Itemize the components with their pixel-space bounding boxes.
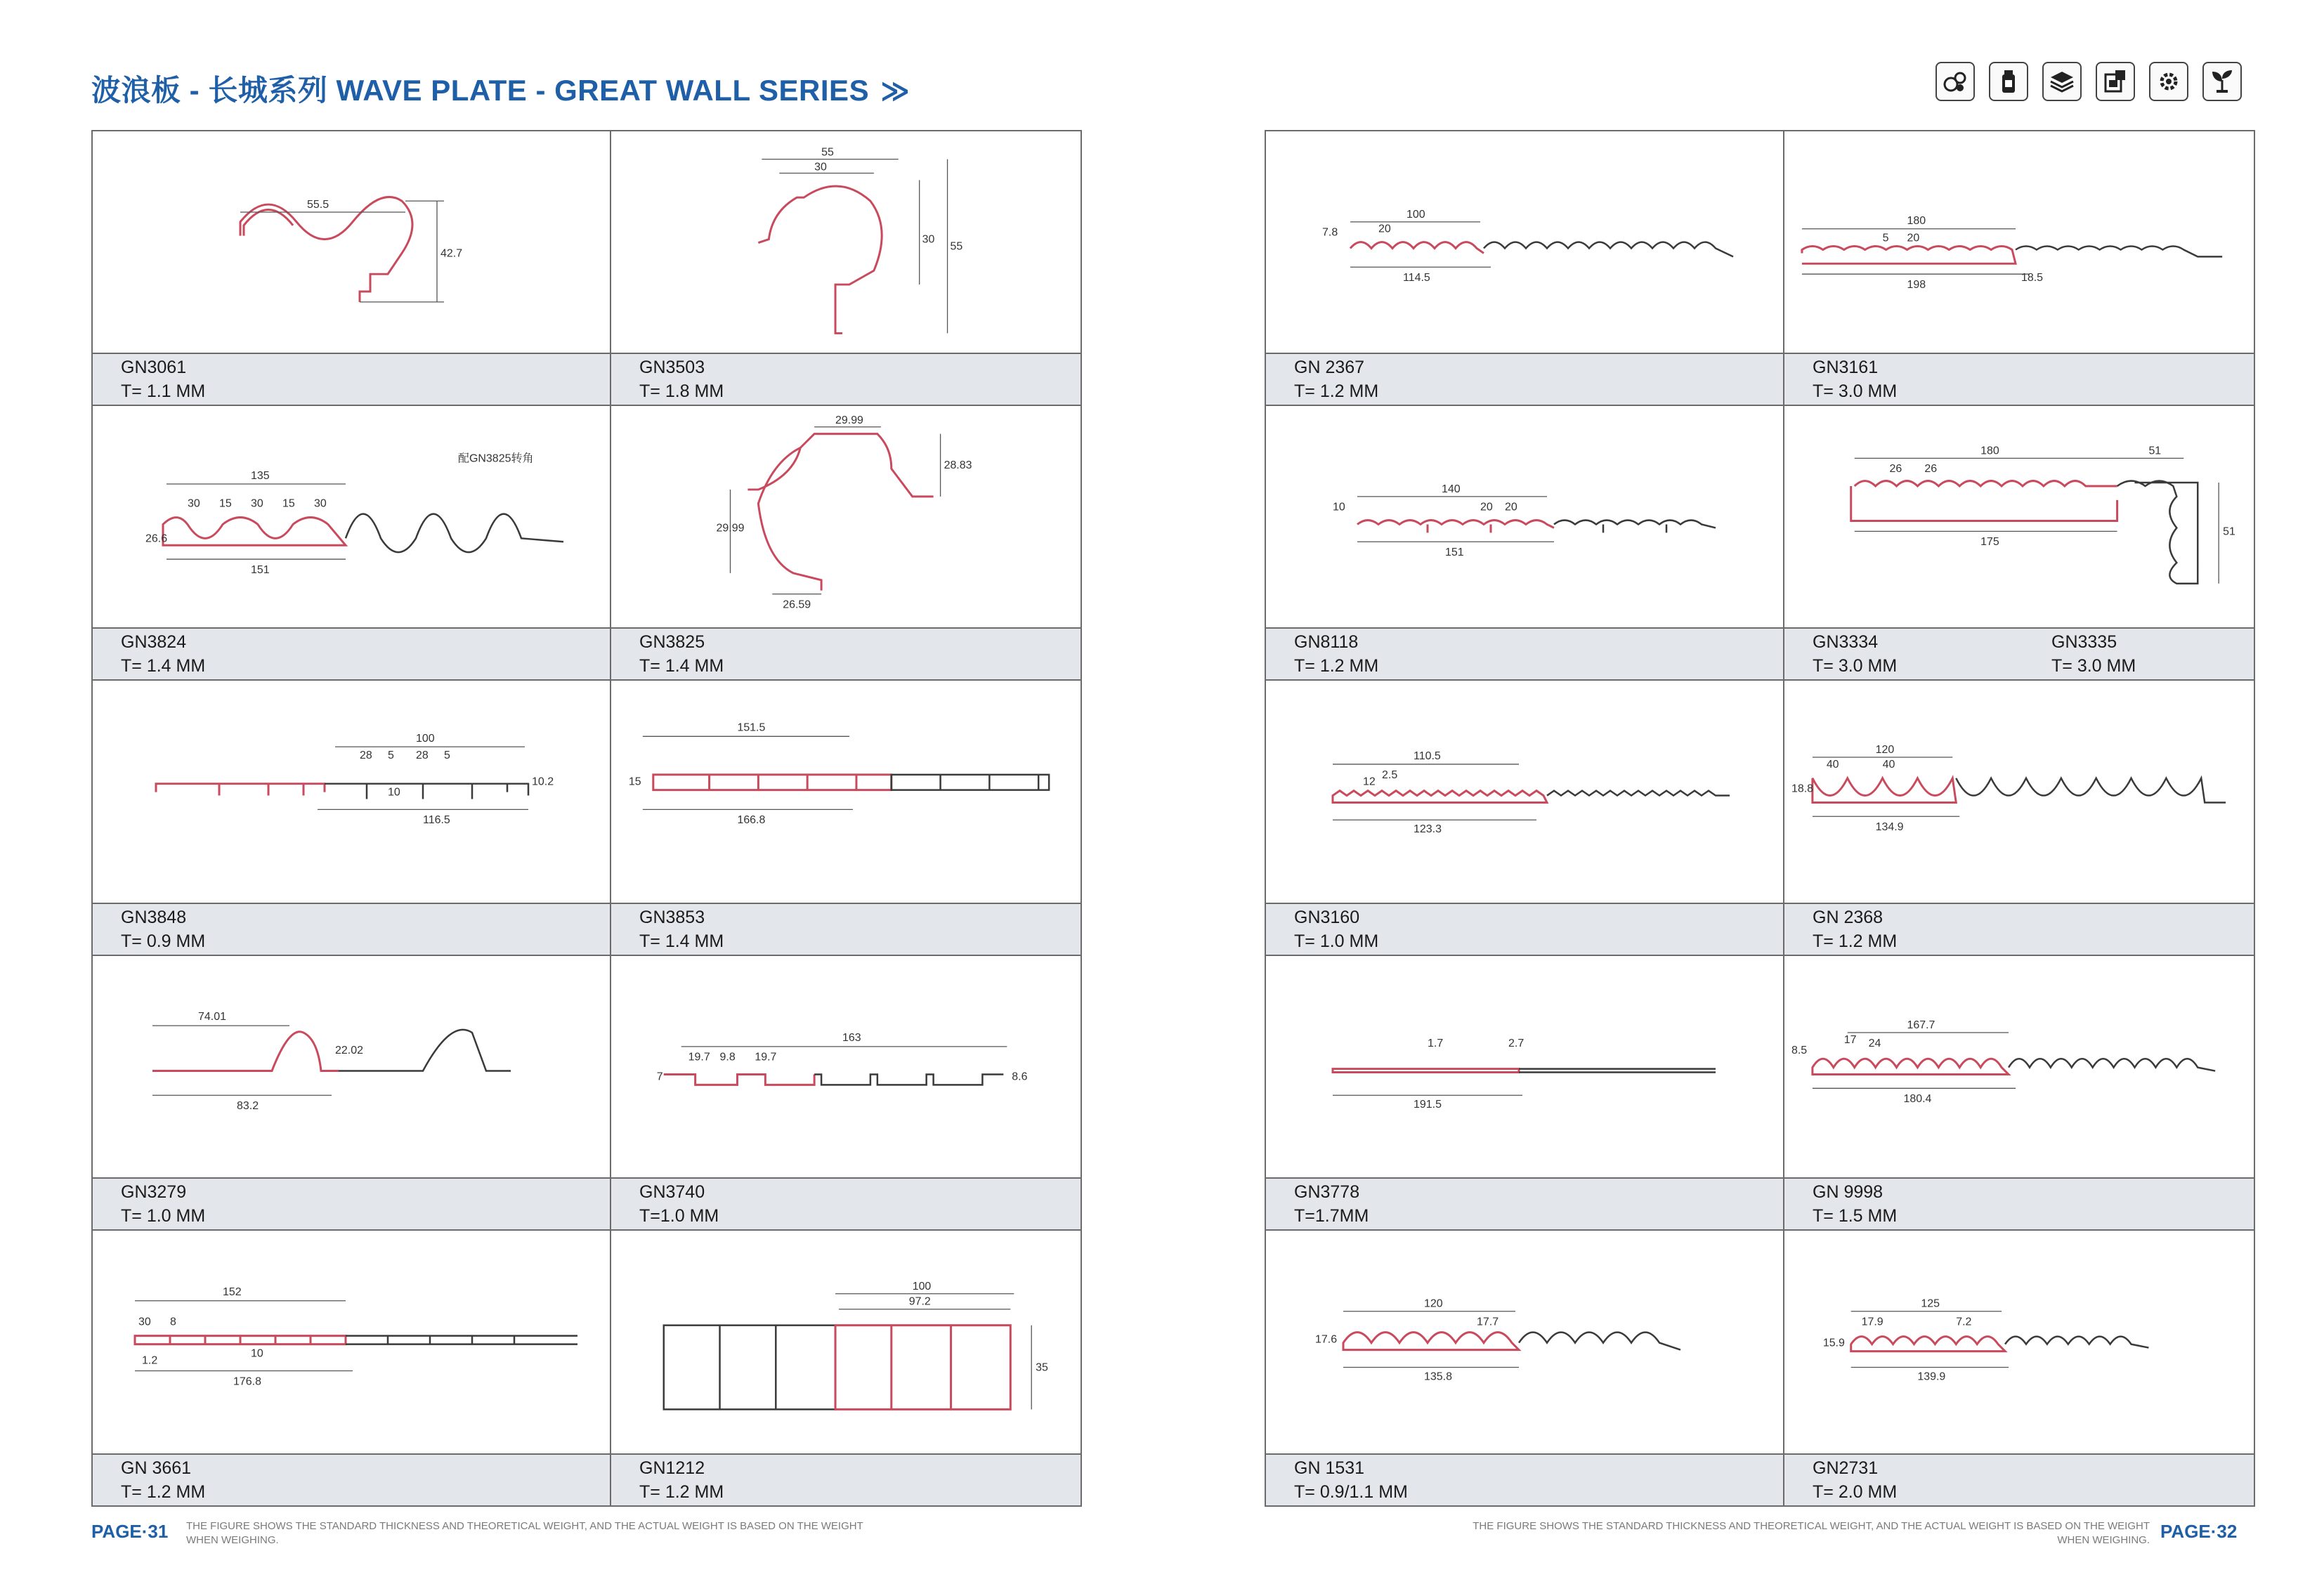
profile-alt — [2051, 630, 2136, 678]
dim-label: 20 — [1378, 223, 1391, 235]
profile-caption — [1266, 1453, 1783, 1505]
dim-label: 97.2 — [908, 1295, 931, 1308]
profile-drawing — [1266, 406, 1783, 627]
profile-thickness: T= 1.2 MM — [1294, 656, 1379, 676]
dim-label: 15 — [219, 497, 232, 510]
profile-drawing — [93, 1231, 610, 1453]
dim-label: 83.2 — [237, 1099, 259, 1112]
profile-code: GN3061 — [121, 358, 187, 378]
profile-caption — [93, 353, 610, 405]
dim-label: 26 — [1924, 463, 1938, 476]
dim-label: 152 — [223, 1285, 242, 1298]
dim-label: 180.4 — [1903, 1092, 1932, 1105]
profile-cell — [93, 406, 611, 681]
profile-thickness: T=1.7MM — [1294, 1205, 1369, 1226]
dim-label: 35 — [1036, 1361, 1048, 1374]
dim-label: 15 — [628, 776, 641, 789]
profile-cell — [1266, 1231, 1784, 1505]
profile-thickness: T= 1.8 MM — [639, 381, 724, 402]
dim-label: 18.5 — [2021, 272, 2044, 284]
dim-label: 198 — [1907, 279, 1926, 291]
dim-label: 17.9 — [1861, 1316, 1884, 1328]
profile-drawing — [93, 406, 610, 627]
dim-label: 125 — [1921, 1297, 1940, 1310]
dim-label: 139.9 — [1917, 1370, 1946, 1383]
dim-label: 17.6 — [1315, 1333, 1338, 1346]
profile-cell — [1784, 956, 2254, 1231]
profile-cell — [1784, 681, 2254, 955]
dim-label: 19.7 — [688, 1051, 710, 1064]
profile-code: GN3503 — [639, 358, 705, 378]
dim-label: 51 — [2223, 525, 2235, 538]
profile-cell — [1784, 1231, 2254, 1505]
profile-cell — [611, 131, 1081, 406]
profile-cell — [1266, 406, 1784, 681]
profile-cell — [1266, 956, 1784, 1231]
dim-label: 10 — [251, 1347, 263, 1360]
page-number-left: PAGE·31 — [91, 1521, 169, 1542]
page-header-title — [91, 67, 910, 110]
dim-label: 7.8 — [1322, 226, 1338, 239]
footnote-left: THE FIGURE SHOWS THE STANDARD THICKNESS AND THEORETICAL WEIGHT, AND THE ACTUAL WEIGHT IS BASED ON THE WEIGHT WHEN WEIGHING. — [186, 1520, 863, 1546]
profile-thickness: T= 3.0 MM — [1813, 381, 1898, 402]
dim-label: 9.8 — [719, 1051, 736, 1064]
profile-drawing — [93, 956, 610, 1177]
dim-label: 176.8 — [233, 1375, 262, 1388]
dim-label: 1.2 — [142, 1354, 158, 1367]
profile-code: GN3778 — [1294, 1182, 1360, 1202]
profile-code: GN 1531 — [1294, 1458, 1365, 1478]
dim-label: 110.5 — [1414, 750, 1441, 763]
profile-drawing — [1266, 956, 1783, 1177]
feature-icon-row — [1935, 62, 2242, 101]
profile-cell — [1266, 681, 1784, 955]
profile-drawing — [611, 1231, 1081, 1453]
double-chevron-icon: ≫ — [880, 76, 910, 107]
dim-label: 42.7 — [440, 247, 463, 260]
dim-label: 28.83 — [944, 459, 972, 472]
dim-label: 140 — [1442, 483, 1461, 496]
dim-label: 51 — [2148, 445, 2162, 457]
profile-code: GN3740 — [639, 1182, 705, 1202]
dim-label: 10.2 — [532, 776, 554, 789]
profile-cell — [93, 1231, 611, 1505]
profile-drawing — [1266, 131, 1783, 353]
dim-label: 8 — [170, 1316, 176, 1328]
profile-drawing — [611, 681, 1081, 902]
dim-label: 135.8 — [1424, 1370, 1453, 1383]
dim-label: 40 — [1826, 759, 1839, 771]
profile-code: GN3824 — [121, 632, 187, 653]
profile-code: GN3334 — [1813, 632, 1879, 653]
dim-label: 28 — [416, 750, 429, 762]
dim-label: 24 — [1868, 1037, 1881, 1049]
profile-thickness: T= 1.4 MM — [121, 656, 206, 676]
profile-cell — [611, 681, 1081, 955]
dim-label: 15 — [282, 497, 295, 510]
dim-label: 17 — [1843, 1033, 1857, 1046]
profile-cell — [1784, 406, 2254, 681]
profile-caption — [93, 1453, 610, 1505]
profile-code: GN3853 — [639, 907, 705, 927]
dim-label: 116.5 — [423, 814, 450, 827]
profile-thickness: T= 1.4 MM — [639, 931, 724, 951]
left-profile-grid — [91, 130, 1082, 1507]
profile-cell — [93, 956, 611, 1231]
dim-label: 15.9 — [1822, 1337, 1845, 1349]
profile-thickness: T= 0.9/1.1 MM — [1294, 1482, 1408, 1502]
dim-label: 1.7 — [1428, 1037, 1444, 1049]
profile-cell — [93, 681, 611, 955]
dim-label: 180 — [1980, 445, 1999, 457]
profile-code: GN 2367 — [1294, 358, 1365, 378]
dim-label: 5 — [444, 750, 450, 762]
dim-label: 191.5 — [1414, 1098, 1442, 1111]
profile-code: GN3825 — [639, 632, 705, 653]
profile-code: GN2731 — [1813, 1458, 1879, 1478]
profile-drawing — [1266, 681, 1783, 902]
profile-thickness: T= 1.2 MM — [639, 1482, 724, 1502]
dim-label: 30 — [314, 497, 327, 510]
dim-label: 8.6 — [1012, 1071, 1028, 1083]
footnote-right: THE FIGURE SHOWS THE STANDARD THICKNESS AND THEORETICAL WEIGHT, AND THE ACTUAL WEIGHT IS BASED ON THE WEIGHT WHEN WEIGHING. — [1473, 1520, 2150, 1546]
dim-label: 134.9 — [1875, 821, 1904, 834]
profile-thickness: T= 1.4 MM — [639, 656, 724, 676]
dim-label: 20 — [1907, 232, 1920, 244]
dim-label: 120 — [1424, 1297, 1443, 1310]
dim-label: 17.7 — [1477, 1316, 1499, 1328]
profile-code: GN 3661 — [121, 1458, 192, 1478]
dim-label: 123.3 — [1414, 823, 1442, 836]
profile-caption — [93, 903, 610, 955]
profile-thickness-alt: T= 3.0 MM — [2051, 656, 2136, 676]
dim-label: 30 — [922, 233, 935, 246]
dim-label: 10 — [1333, 501, 1345, 513]
dim-label: 12 — [1363, 776, 1376, 789]
dim-label: 26 — [1889, 463, 1902, 476]
profile-thickness: T= 1.2 MM — [1813, 931, 1898, 951]
profile-thickness: T= 1.0 MM — [1294, 931, 1379, 951]
dim-label: 30 — [138, 1316, 151, 1328]
settings-icon — [2149, 62, 2188, 101]
profile-caption — [1266, 627, 1783, 679]
dim-label: 55.5 — [307, 199, 329, 211]
header-title-text: 波浪板 - 长城系列 WAVE PLATE - GREAT WALL SERIES — [91, 74, 870, 107]
profile-cell — [611, 956, 1081, 1231]
profile-caption — [1266, 1177, 1783, 1229]
layers-icon — [2042, 62, 2082, 101]
profile-code: GN3279 — [121, 1182, 187, 1202]
bottle-icon — [1989, 62, 2028, 101]
dim-label: 175 — [1980, 536, 1999, 549]
dim-label: 100 — [912, 1280, 932, 1293]
profile-caption — [611, 903, 1081, 955]
profile-caption — [1784, 627, 2254, 679]
dim-label: 5 — [388, 750, 394, 762]
profile-thickness: T= 2.0 MM — [1813, 1482, 1898, 1502]
profile-code: GN 2368 — [1813, 907, 1884, 927]
dim-label: 100 — [416, 733, 435, 745]
dim-label: 28 — [360, 750, 372, 762]
profile-code: GN3161 — [1813, 358, 1879, 378]
dim-label: 40 — [1882, 759, 1895, 771]
profile-note: 配GN3825转角 — [458, 452, 534, 465]
profile-caption — [611, 1453, 1081, 1505]
page-number-right: PAGE·32 — [2160, 1521, 2238, 1542]
profile-code-alt: GN3335 — [2051, 632, 2117, 653]
profile-code: GN1212 — [639, 1458, 705, 1478]
profile-drawing — [611, 131, 1081, 353]
profile-thickness: T= 1.0 MM — [121, 1205, 206, 1226]
right-profile-grid — [1265, 130, 2255, 1507]
dim-label: 18.8 — [1791, 783, 1813, 795]
dim-label: 29.99 — [835, 414, 863, 426]
dim-label: 7 — [656, 1071, 663, 1083]
profile-cell — [1784, 131, 2254, 406]
profile-thickness: T= 1.5 MM — [1813, 1205, 1898, 1226]
profile-caption — [1784, 903, 2254, 955]
dim-label: 120 — [1875, 744, 1895, 757]
dim-label: 135 — [251, 470, 270, 483]
profile-drawing — [93, 681, 610, 902]
device-icon — [2096, 62, 2135, 101]
profile-thickness: T= 1.2 MM — [121, 1482, 206, 1502]
profile-code: GN8118 — [1294, 632, 1359, 653]
dim-label: 151 — [1445, 547, 1464, 559]
profile-caption — [1784, 1177, 2254, 1229]
dim-label: 8.5 — [1791, 1044, 1808, 1056]
profile-drawing — [611, 406, 1081, 627]
dim-label: 7.2 — [1956, 1316, 1972, 1328]
profile-drawing — [1784, 681, 2254, 902]
profile-caption — [93, 1177, 610, 1229]
gear-cluster-icon — [1935, 62, 1975, 101]
profile-thickness: T= 3.0 MM — [1813, 656, 1898, 676]
profile-cell — [93, 131, 611, 406]
profile-drawing — [93, 131, 610, 353]
profile-caption — [1784, 1453, 2254, 1505]
dim-label: 163 — [842, 1031, 861, 1044]
profile-caption — [1784, 353, 2254, 405]
profile-drawing — [1784, 131, 2254, 353]
plant-icon — [2202, 62, 2242, 101]
dim-label: 26.6 — [145, 532, 168, 545]
dim-label: 55 — [950, 240, 963, 253]
dim-label: 20 — [1505, 501, 1517, 513]
profile-caption — [611, 627, 1081, 679]
profile-drawing — [611, 956, 1081, 1177]
profile-caption — [611, 1177, 1081, 1229]
dim-label: 167.7 — [1907, 1019, 1935, 1031]
dim-label: 26.59 — [783, 598, 811, 611]
profile-cell — [1266, 131, 1784, 406]
profile-thickness: T= 0.9 MM — [121, 931, 206, 951]
dim-label: 166.8 — [737, 814, 766, 827]
dim-label: 2.5 — [1382, 769, 1398, 782]
dim-label: 30 — [251, 497, 263, 510]
profile-caption — [1266, 353, 1783, 405]
profile-code: GN 9998 — [1813, 1182, 1884, 1202]
profile-thickness: T= 1.1 MM — [121, 381, 206, 402]
dim-label: 2.7 — [1508, 1037, 1525, 1049]
profile-cell — [611, 406, 1081, 681]
dim-label: 114.5 — [1403, 272, 1430, 284]
dim-label: 5 — [1882, 232, 1889, 244]
profile-drawing — [1784, 1231, 2254, 1453]
profile-caption — [1266, 903, 1783, 955]
dim-label: 22.02 — [335, 1044, 363, 1056]
dim-label: 180 — [1907, 214, 1926, 227]
profile-caption — [611, 353, 1081, 405]
dim-label: 55 — [821, 146, 834, 159]
dim-label: 29.99 — [716, 522, 745, 535]
dim-label: 30 — [814, 161, 827, 174]
profile-thickness: T= 1.2 MM — [1294, 381, 1379, 402]
dim-label: 151 — [251, 564, 270, 577]
profile-code: GN3160 — [1294, 907, 1360, 927]
profile-caption — [93, 627, 610, 679]
dim-label: 20 — [1480, 501, 1493, 513]
profile-drawing — [1784, 406, 2254, 627]
dim-label: 100 — [1406, 208, 1425, 221]
dim-label: 10 — [388, 786, 400, 799]
profile-drawing — [1784, 956, 2254, 1177]
profile-cell — [611, 1231, 1081, 1505]
dim-label: 74.01 — [198, 1010, 226, 1023]
profile-thickness: T=1.0 MM — [639, 1205, 719, 1226]
dim-label: 19.7 — [755, 1051, 777, 1064]
dim-label: 151.5 — [737, 721, 766, 734]
profile-code: GN3848 — [121, 907, 187, 927]
dim-label: 30 — [188, 497, 200, 510]
profile-drawing — [1266, 1231, 1783, 1453]
